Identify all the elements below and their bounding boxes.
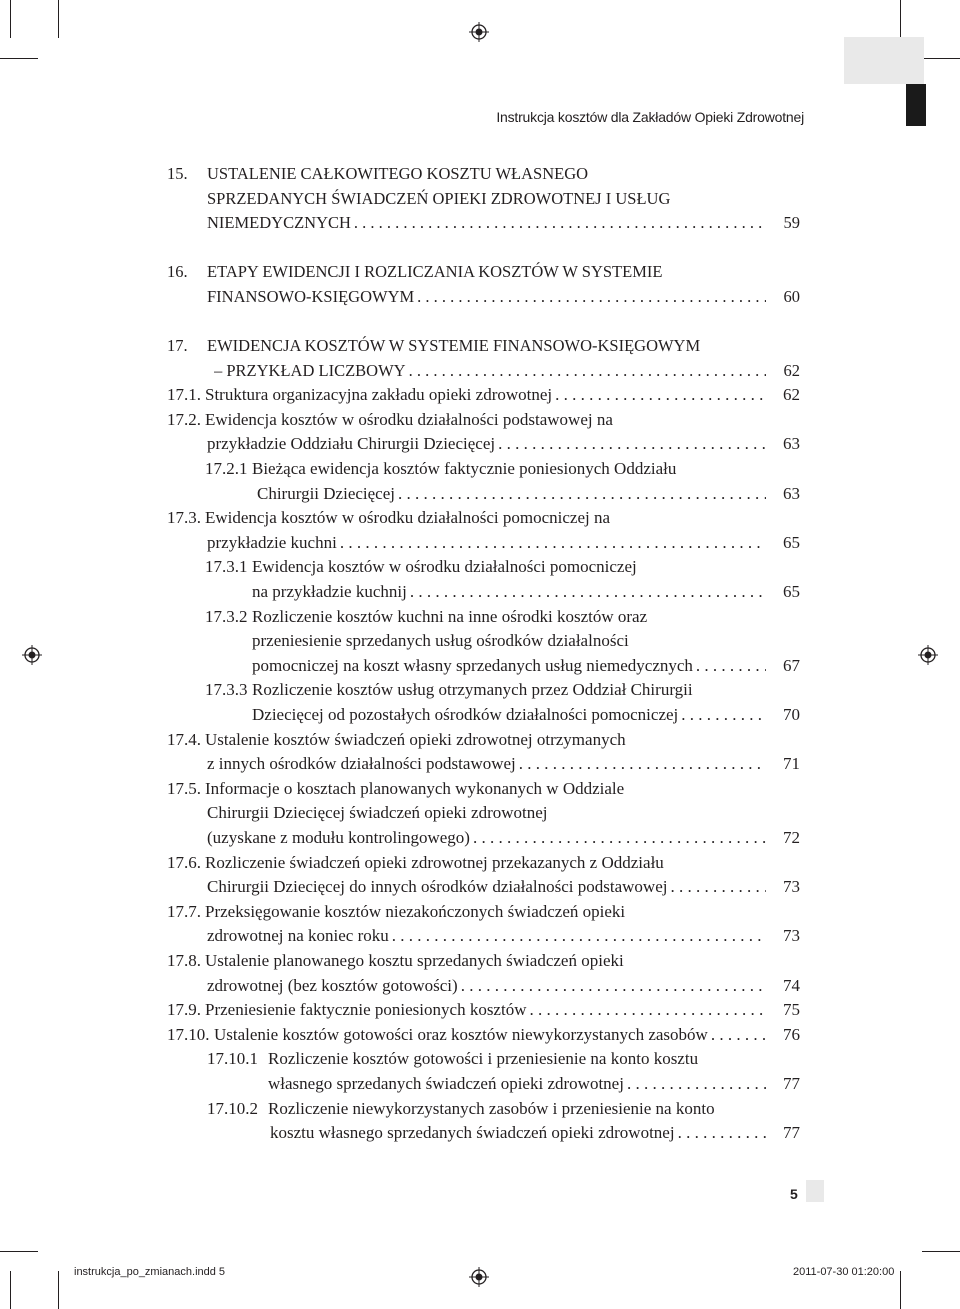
crop-mark (922, 1251, 960, 1252)
toc-line (167, 1023, 800, 1047)
toc-line (207, 285, 800, 309)
toc-line (257, 482, 800, 506)
toc-entry-title: Rozliczenie kosztów kuchni na inne ośrodki kosztów oraz (252, 606, 648, 626)
toc-page-number: 65 (783, 582, 800, 601)
toc-entry-title: USTALENIE CAŁKOWITEGO KOSZTU WŁASNEGO (207, 164, 589, 183)
running-header: Instrukcja kosztów dla Zakładów Opieki Zdrowotnej (496, 109, 804, 125)
toc-line (207, 211, 800, 235)
registration-mark-icon (22, 645, 42, 665)
toc-leader-dots (516, 752, 766, 776)
toc-line (167, 900, 800, 924)
crop-mark (0, 58, 38, 59)
toc-entry-title: Ewidencja kosztów w ośrodku działalności pomocniczej na (205, 508, 611, 528)
toc-entry-title: SPRZEDANYCH ŚWIADCZEŃ OPIEKI ZDROWOTNEJ I USŁUG (207, 188, 671, 208)
page-number-tab (806, 1180, 824, 1202)
toc-line (167, 728, 800, 752)
toc-entry-title: (uzyskane z modułu kontrolingowego) (207, 828, 470, 847)
toc-line (207, 1047, 800, 1071)
toc-page-number: 76 (783, 1024, 800, 1044)
crop-mark (58, 0, 59, 38)
toc-line (207, 531, 800, 555)
page-number: 5 (790, 1186, 798, 1202)
toc-entry-title: ETAPY EWIDENCJI I ROZLICZANIA KOSZTÓW W SYSTEMIE (207, 262, 663, 281)
toc-page-number: 73 (783, 877, 800, 897)
toc-page-number: 75 (783, 1000, 800, 1020)
toc-entry-number: 17.10.1 (207, 1049, 258, 1069)
toc-entry-title: Informacje o kosztach planowanych wykonanych w Oddziale (205, 778, 625, 798)
toc-line (252, 703, 800, 727)
toc-entry-title: Chirurgii Dziecięcej (257, 483, 395, 503)
toc-leader-dots (414, 285, 766, 309)
toc-line (205, 678, 800, 702)
toc-entry-number: 17.9. (167, 1000, 201, 1020)
toc-leader-dots (395, 482, 766, 506)
toc-line (167, 408, 800, 432)
toc-leader-dots (526, 998, 766, 1022)
toc-entry-title: z innych ośrodków działalności podstawowej (207, 754, 516, 774)
slug-file: instrukcja_po_zmianach.indd 5 (74, 1266, 226, 1278)
toc-entry-number: 15. (167, 164, 188, 183)
toc-entry-number: 16. (167, 262, 188, 281)
toc-line (167, 260, 800, 284)
toc-entry-title: Chirurgii Dziecięcej świadczeń opieki zdrowotnej (207, 803, 548, 823)
toc-line (252, 629, 800, 653)
toc-page-number: 74 (783, 975, 800, 995)
toc-page-number: 77 (783, 1123, 800, 1143)
toc-leader-dots (351, 211, 766, 235)
toc-leader-dots (458, 974, 766, 998)
crop-mark (900, 0, 901, 38)
toc-entry-title: – PRZYKŁAD LICZBOWY (214, 360, 406, 380)
toc-line (207, 1097, 800, 1121)
toc-entry-number: 17.2. (167, 409, 201, 429)
toc-line (207, 826, 800, 850)
crop-mark (58, 1271, 59, 1309)
toc-entry-number: 17.8. (167, 951, 201, 970)
toc-leader-dots (667, 875, 766, 899)
toc-entry-number: 17.1. (167, 385, 201, 405)
toc-line (167, 506, 800, 530)
toc-line (167, 334, 800, 358)
toc-leader-dots (470, 826, 766, 850)
crop-mark (10, 0, 11, 38)
toc-entry-title: Ustalenie kosztów gotowości oraz kosztów niewykorzystanych zasobów (214, 1024, 708, 1044)
toc-page-number: 63 (783, 483, 800, 503)
toc-entry-title: własnego sprzedanych świadczeń opieki zdrowotnej (268, 1074, 624, 1093)
toc-entry-number: 17.3.3 (205, 680, 248, 700)
toc-entry-number: 17.3.2 (205, 606, 248, 626)
toc-entry-title: zdrowotnej na koniec roku (207, 926, 389, 946)
toc-entry-title: Struktura organizacyjna zakładu opieki zdrowotnej (205, 385, 553, 405)
toc-line (252, 654, 800, 678)
toc-entry-title: Chirurgii Dziecięcej do innych ośrodków działalności podstawowej (207, 877, 668, 897)
toc-line (167, 949, 800, 973)
crop-mark (0, 1251, 38, 1252)
toc-line (205, 555, 800, 579)
toc-leader-dots (495, 432, 766, 456)
crop-mark (900, 1271, 901, 1309)
toc-leader-dots (678, 703, 766, 727)
toc-line (205, 605, 800, 629)
toc-entry-title: przeniesienie sprzedanych usług ośrodków działalności (252, 631, 629, 651)
toc-entry-title: Rozliczenie niewykorzystanych zasobów i przeniesienie na konto (268, 1098, 715, 1118)
toc-line (167, 851, 800, 875)
toc-page-number: 73 (783, 926, 800, 946)
toc-page-number: 62 (783, 360, 800, 380)
toc-line (207, 875, 800, 899)
toc-entry-number: 17.6. (167, 852, 201, 872)
toc-entry-number: 17.5. (167, 778, 201, 798)
toc-entry-number: 17.4. (167, 729, 201, 749)
registration-mark-icon (469, 22, 489, 42)
toc-entry-number: 17.10.2 (207, 1098, 258, 1118)
toc-leader-dots (407, 580, 766, 604)
registration-mark-icon (469, 1267, 489, 1287)
toc-entry-title: FINANSOWO-KSIĘGOWYM (207, 286, 415, 306)
toc-entry-title: kosztu własnego sprzedanych świadczeń opieki zdrowotnej (270, 1123, 675, 1143)
toc-entry-title: Rozliczenie świadczeń opieki zdrowotnej przekazanych z Oddziału (205, 852, 664, 872)
toc-line (207, 801, 800, 825)
toc-entry-title: Ewidencja kosztów w ośrodku działalności pomocniczej (252, 557, 637, 577)
toc-page-number: 59 (783, 213, 800, 233)
toc-leader-dots (693, 654, 766, 678)
toc-line (167, 383, 800, 407)
toc-entry-title: Dziecięcej od pozostałych ośrodków działalności pomocniczej (252, 705, 679, 724)
toc-entry-title: Ustalenie planowanego kosztu sprzedanych świadczeń opieki (205, 951, 624, 970)
toc-entry-number: 17.7. (167, 901, 201, 921)
registration-mark-icon (918, 645, 938, 665)
toc-page-number: 77 (783, 1074, 800, 1093)
toc-entry-number: 17.3.1 (205, 557, 248, 577)
toc-page-number: 65 (783, 532, 800, 552)
toc-line (205, 457, 800, 481)
toc-line (167, 777, 800, 801)
toc-entry-title: Ustalenie kosztów świadczeń opieki zdrowotnej otrzymanych (205, 729, 626, 749)
toc-entry-title: Przeksięgowanie kosztów niezakończonych świadczeń opieki (205, 901, 626, 921)
toc-line (207, 974, 800, 998)
tone-bar (906, 84, 926, 126)
toc-line (167, 998, 800, 1022)
slug-datetime: 2011-07-30 01:20:00 (793, 1266, 895, 1278)
crop-mark (10, 1271, 11, 1309)
toc-line (207, 752, 800, 776)
toc-line (207, 187, 800, 211)
toc-entry-title: Rozliczenie kosztów gotowości i przeniesienie na konto kosztu (268, 1049, 699, 1069)
toc-entry-title: zdrowotnej (bez kosztów gotowości) (207, 975, 458, 995)
toc-entry-number: 17.3. (167, 508, 201, 528)
toc-entry-number: 17.2.1 (205, 459, 248, 478)
toc-page-number: 67 (783, 655, 800, 675)
toc-leader-dots (406, 359, 766, 383)
toc-leader-dots (708, 1023, 766, 1047)
toc-line (268, 1072, 800, 1096)
toc-leader-dots (337, 531, 766, 555)
toc-page-number: 70 (783, 705, 800, 724)
toc-line (207, 432, 800, 456)
toc-entry-title: Rozliczenie kosztów usług otrzymanych przez Oddział Chirurgii (252, 680, 693, 700)
toc-line (207, 924, 800, 948)
toc-entry-title: Ewidencja kosztów w ośrodku działalności podstawowej na (205, 409, 613, 429)
toc-page-number: 60 (783, 286, 800, 306)
toc-entry-title: przykładzie kuchni (207, 532, 337, 552)
toc-entry-title: NIEMEDYCZNYCH (207, 213, 351, 233)
toc-entry-number: 17. (167, 336, 188, 355)
toc-entry-title: przykładzie Oddziału Chirurgii Dziecięcej (207, 434, 496, 454)
toc-line (214, 359, 800, 383)
toc-page-number: 62 (783, 385, 800, 405)
toc-entry-title: EWIDENCJA KOSZTÓW W SYSTEMIE FINANSOWO-KSIĘGOWYM (207, 336, 701, 355)
toc-entry-title: Bieżąca ewidencja kosztów faktycznie poniesionych Oddziału (252, 459, 677, 478)
toc-entry-title: na przykładzie kuchnij (252, 582, 407, 601)
tone-bar (844, 37, 924, 84)
toc-line (252, 580, 800, 604)
toc-entry-number: 17.10. (167, 1024, 210, 1044)
toc-leader-dots (389, 924, 766, 948)
toc-line (270, 1121, 800, 1145)
toc-entry-title: pomocniczej na koszt własny sprzedanych usług niemedycznych (252, 655, 693, 675)
toc-page-number: 71 (783, 754, 800, 774)
crop-mark (922, 58, 960, 59)
toc-leader-dots (675, 1121, 766, 1145)
toc-page-number: 72 (783, 828, 800, 847)
toc-leader-dots (624, 1072, 766, 1096)
toc-leader-dots (552, 383, 766, 407)
toc-page-number: 63 (783, 434, 800, 454)
toc-line (167, 162, 800, 186)
toc-entry-title: Przeniesienie faktycznie poniesionych kosztów (205, 1000, 527, 1020)
